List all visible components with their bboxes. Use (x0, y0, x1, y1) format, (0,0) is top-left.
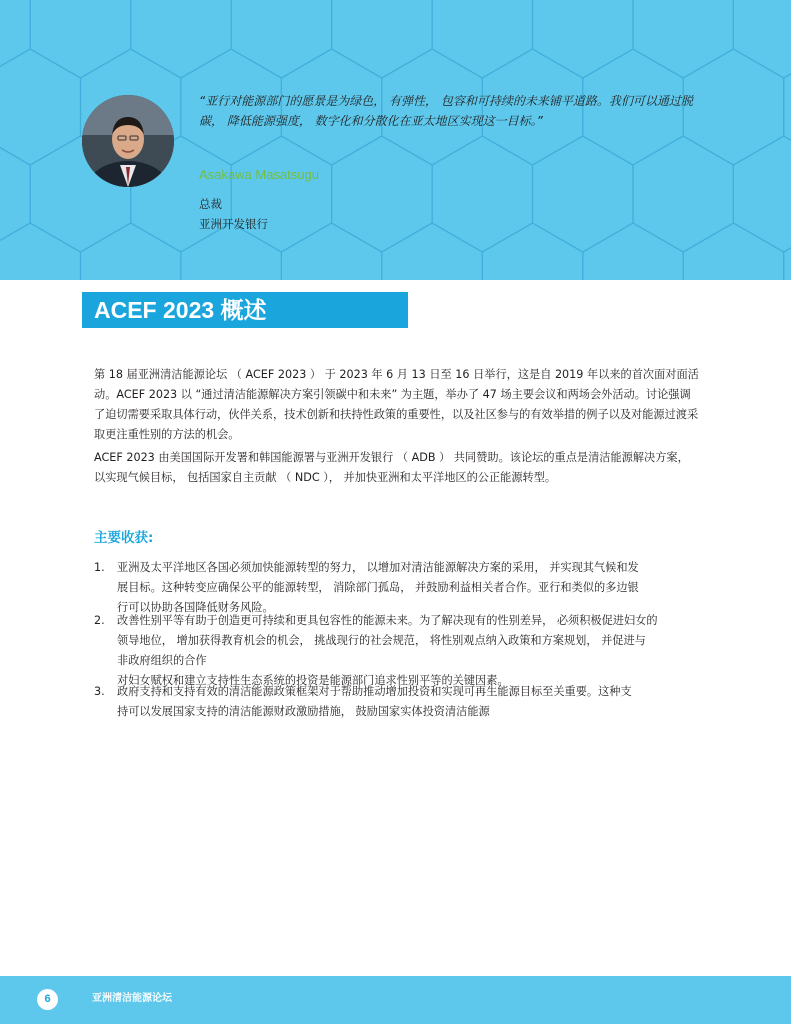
item-line: 行可以协助各国降低财务风险。 (117, 601, 274, 614)
hexagon-shape (482, 223, 583, 280)
hexagon-shape (0, 0, 30, 78)
hexagon-shape (784, 49, 791, 165)
item-line: 政府支持和支持有效的清洁能源政策框架对于帮助推动增加投资和实现可再生能源目标至关重要。这种支 (117, 685, 632, 698)
hexagon-shape (231, 0, 332, 78)
hexagon-shape (633, 0, 733, 78)
speaker-photo (82, 95, 174, 187)
section-title: ACEF 2023 概述 (94, 297, 267, 323)
hexagon-shape (733, 136, 791, 252)
hexagon-shape (683, 223, 784, 280)
hexagon-shape (533, 0, 634, 78)
takeaways-heading: 主要收获: (94, 530, 154, 546)
hexagon-shape (332, 0, 433, 78)
item-number: 1. (94, 561, 105, 574)
page-number: 6 (37, 989, 58, 1010)
item-number: 3. (94, 685, 105, 698)
item-line: 对妇女赋权和建立支持性生态系统的投资是能源部门追求性别平等的关键因素。 (117, 674, 509, 687)
item-line: 非政府组织的合作 (117, 654, 207, 667)
hexagon-shape (231, 136, 332, 252)
item-number: 2. (94, 614, 105, 627)
hexagon-shape (81, 223, 181, 280)
speaker-organization: 亚洲开发银行 (199, 217, 268, 231)
hexagon-shape (533, 136, 634, 252)
item-line: 持可以发展国家支持的清洁能源财政激励措施， 鼓励国家实体投资清洁能源 (117, 705, 490, 718)
hexagon-shape (733, 0, 791, 78)
item-line: 亚洲及太平洋地区各国必须加快能源转型的努力， 以增加对清洁能源解决方案的采用， 并实现其气候和发 (117, 561, 639, 574)
hexagon-shape (432, 0, 532, 78)
hexagon-shape (0, 223, 81, 280)
hexagon-shape (131, 0, 231, 78)
hexagon-shape (0, 49, 81, 165)
hexagon-shape (784, 223, 791, 280)
hexagon-shape (30, 0, 131, 78)
item-line: 领导地位， 增加获得教育机会的机会， 挑战现行的社会规范， 将性别观点纳入政策和方案规划， 并促进与 (117, 634, 646, 647)
hexagon-shape (432, 136, 532, 252)
hexagon-shape (332, 136, 433, 252)
item-line: 展目标。这种转变应确保公平的能源转型， 消除部门孤岛， 并鼓励利益相关者合作。亚行和类似的多边银 (117, 581, 639, 594)
speaker-title: 总裁 (199, 197, 222, 211)
intro-paragraph: ACEF 2023 由美国国际开发署和韩国能源署与亚洲开发银行 （ ADB ） 共同赞助。该论坛的重点是清洁能源解决方案， 以实现气候目标， 包括国家自主贡献 （ NDC ）， 并加快亚洲和太平洋地区的公正能源转型。 (94, 451, 689, 484)
intro-paragraph: 第 18 届亚洲清洁能源论坛 （ ACEF 2023 ） 于 2023 年 6 月 13 日至 16 日举行，这是自 2019 年以来的首次面对面活动。ACEF 2023 以 “通过清洁能源解决方案引领碳中和未来” 为主题，举办了 47 场主要会议和两场会外活动。讨论强调了迫切需要采取具体行动，伙伴关系，技术创新和扶持性政策的重要性，以及社区参与的有效举措的例子以及对能源过渡采取更注重性别的方法的机会。 (94, 368, 699, 441)
hexagon-shape (281, 223, 381, 280)
hexagon-shape (633, 136, 733, 252)
hexagon-shape (583, 223, 683, 280)
item-line: 改善性别平等有助于创造更可持续和更具包容性的能源未来。为了解决现有的性别差异， 必须积极促进妇女的 (117, 614, 658, 627)
footer-label: 亚洲清洁能源论坛 (92, 993, 172, 1004)
speaker-name: Asakawa Masatsugu (199, 167, 319, 182)
hexagon-shape (0, 136, 30, 252)
speaker-quote: “亚行对能源部门的愿景是为绿色， 有弹性， 包容和可持续的未来铺平道路。我们可以通过脱碳， 降低能源强度， 数字化和分散化在亚太地区实现这一目标。” (199, 94, 693, 128)
hero-banner (0, 0, 791, 280)
hexagon-shape (382, 223, 483, 280)
